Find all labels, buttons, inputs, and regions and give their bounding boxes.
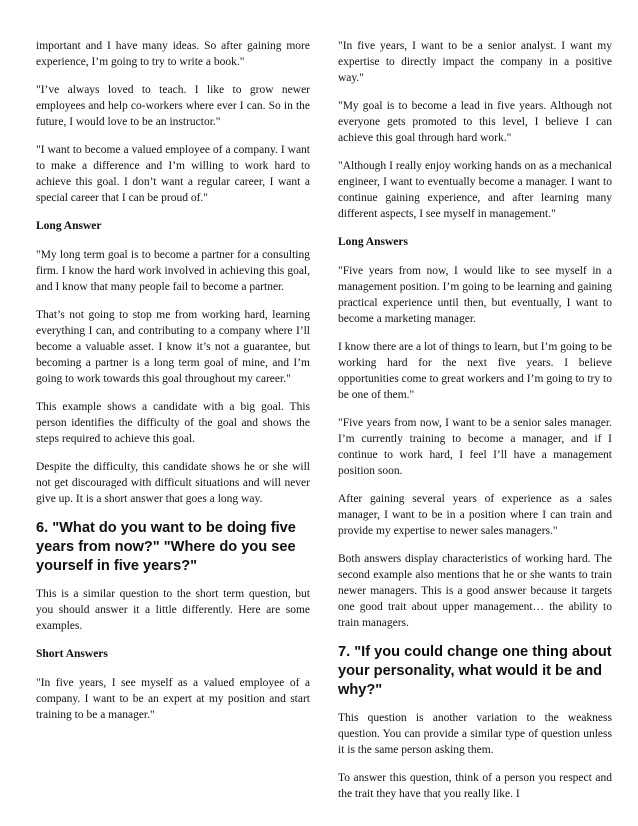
paragraph: "I’ve always loved to teach. I like to grow newer employees and help co-workers where ever I can. So in the future, I would love to be an instructor." [36,84,310,128]
paragraph: "Five years from now, I would like to see myself in a management position. I’m going to be learning and gaining practical experience until then, but eventually, I want to become a marketing manager. [338,265,612,325]
paragraph: To answer this question, think of a person you respect and the trait they have that you really like. I [338,772,612,800]
section-heading-6: 6. "What do you want to be doing five years from now?" "Where do you see yourself in five years?" [36,520,296,574]
section-heading-7: 7. "If you could change one thing about your personality, what would it be and why?" [338,644,612,698]
paragraph: important and I have many ideas. So after gaining more experience, I’m going to try to write a book." [36,40,310,68]
paragraph: After gaining several years of experience as a sales manager, I want to be in a position where I can train and provide my expertise to newer sales managers." [338,493,612,537]
paragraph: This example shows a candidate with a big goal. This person identifies the difficulty of the goal and shows the steps required to achieve this goal. [36,401,310,445]
paragraph: "My long term goal is to become a partner for a consulting firm. I know the hard work involved in achieving this goal, and I know that many people fail to become a partner. [36,249,310,293]
paragraph: "I want to become a valued employee of a company. I want to make a difference and I’m willing to work hard to achieve this goal. I don’t want a regular career, I want a special career that I can be proud of." [36,144,310,204]
left-column [36,38,310,735]
subheading-long-answers: Long Answers [338,236,408,248]
paragraph: Both answers display characteristics of working hard. The second example also mentions that he or she wants to train newer managers. This is a good answer because it targets one good trait about upper management… the ability to train managers. [338,553,612,629]
paragraph: This question is another variation to the weakness question. You can provide a similar type of question unless it is the same person asking them. [338,712,612,756]
paragraph: "In five years, I see myself as a valued employee of a company. I want to be an expert at my position and start training to be a manager." [36,677,310,721]
paragraph: I know there are a lot of things to learn, but I’m going to be working hard for the next five years. I believe opportunities come to great workers and I’m going to try to be one of them." [338,341,612,401]
paragraph: That’s not going to stop me from working hard, learning everything I can, and contributing to a company where I’ll become a valuable asset. I know it’s not a guarantee, but becoming a partner is a long term goal of mine, and I’m going to work towards this goal throughout my career." [36,309,310,385]
subheading-short-answers: Short Answers [36,648,108,660]
paragraph: "Five years from now, I want to be a senior sales manager. I’m currently training to become a manager, and if I continue to work hard, I feel I’ll have a management position soon. [338,417,612,477]
paragraph: "My goal is to become a lead in five years. Although not everyone gets promoted to this level, I believe I can achieve this goal through hard work." [338,100,612,144]
right-column [338,38,612,814]
subheading-long-answer: Long Answer [36,220,102,232]
paragraph: "In five years, I want to be a senior analyst. I want my expertise to directly impact the company in a positive way." [338,40,612,84]
paragraph: Despite the difficulty, this candidate shows he or she will not get discouraged with difficult situations and will never give up. It is a short answer that goes a long way. [36,461,310,505]
paragraph: This is a similar question to the short term question, but you should answer it a little differently. Here are some examples. [36,588,310,632]
paragraph: "Although I really enjoy working hands on as a mechanical engineer, I want to eventually become a manager. I want to continue gaining experience, and after learning many different aspects, I see myself in management." [338,160,612,220]
